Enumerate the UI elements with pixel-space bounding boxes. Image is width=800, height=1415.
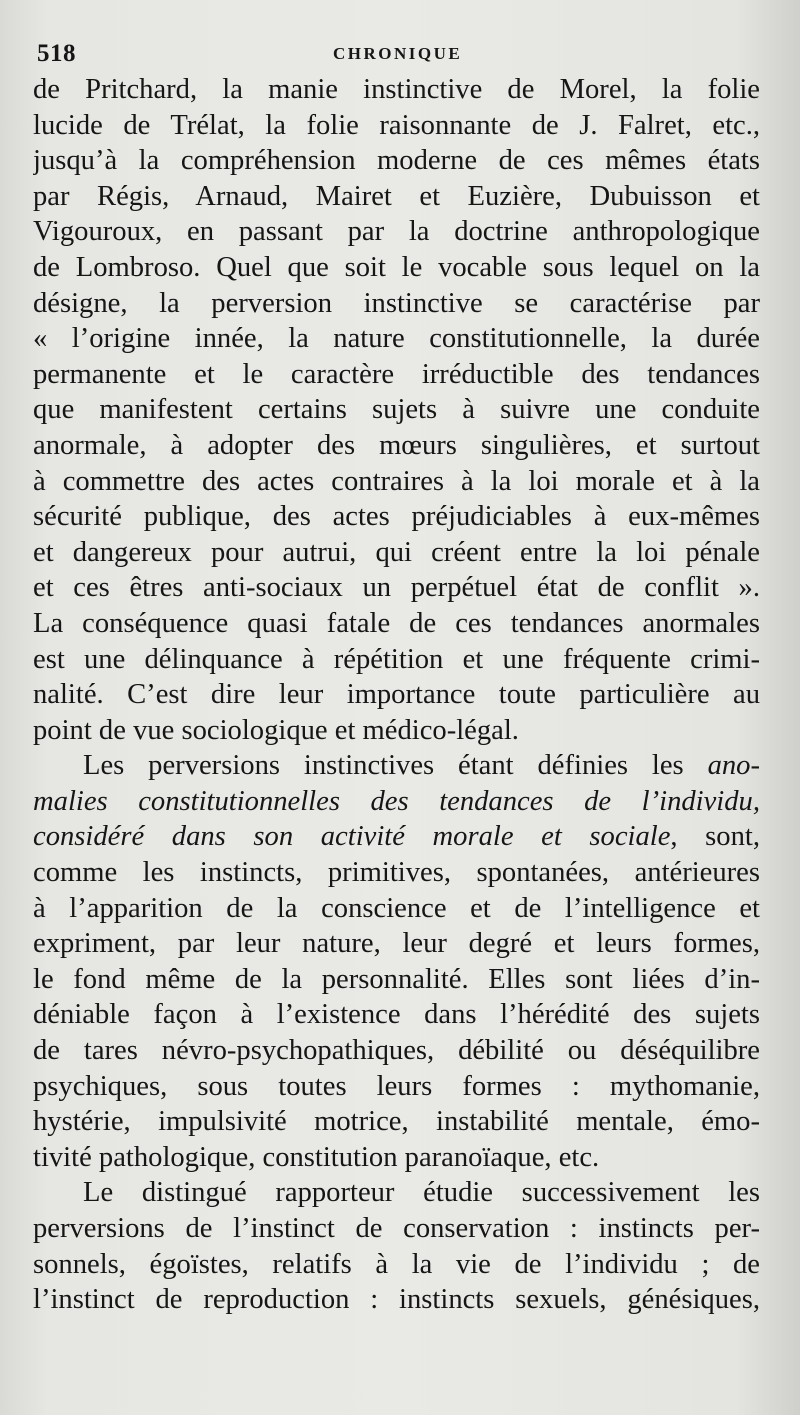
text-line: anormale, à adopter des mœurs singulières, et surtout — [33, 429, 760, 461]
text-line: « l’origine innée, la nature constitutionnelle, la durée — [33, 323, 760, 355]
text-fragment: Les perversions instinctives étant définies les — [83, 750, 708, 782]
text-line: à l’apparition de la conscience et de l’intelligence et — [33, 892, 760, 924]
text-line: et ces êtres anti-sociaux un perpétuel état de conflit ». — [33, 572, 760, 604]
text-line: par Régis, Arnaud, Mairet et Euzière, Dubuisson et — [33, 180, 760, 212]
text-line: le fond même de la personnalité. Elles sont liées d’in- — [33, 963, 760, 995]
paragraph-3 — [33, 1175, 760, 1317]
text-line: comme les instincts, primitives, spontanées, antérieures — [33, 857, 760, 889]
text-line: La conséquence quasi fatale de ces tendances anormales — [33, 607, 760, 639]
text-line — [33, 748, 760, 784]
paragraph-1 — [33, 72, 760, 748]
italic-line: malies constitutionnelles des tendances de l’individu, — [33, 785, 760, 817]
text-line: déniable façon à l’existence dans l’hérédité des sujets — [33, 999, 760, 1031]
text-line: psychiques, sous toutes leurs formes : mythomanie, — [33, 1070, 760, 1102]
text-line: tivité pathologique, constitution paranoïaque, etc. — [33, 1141, 600, 1173]
text-line: nalité. C’est dire leur importance toute particulière au — [33, 679, 760, 711]
text-line: et dangereux pour autrui, qui créent entre la loi pénale — [33, 536, 760, 568]
running-title: CHRONIQUE — [333, 44, 463, 63]
text-line: permanente et le caractère irréductible des tendances — [33, 358, 760, 390]
text-line: de Lombroso. Quel que soit le vocable sous lequel on la — [33, 251, 760, 283]
text-line: sonnels, égoïstes, relatifs à la vie de l’individu ; de — [33, 1248, 760, 1280]
italic-fragment: considéré dans son activité morale et sociale — [33, 821, 671, 853]
paragraph-2 — [33, 748, 760, 1175]
text-line: hystérie, impulsivité motrice, instabilité mentale, émo- — [33, 1106, 760, 1138]
text-line — [33, 819, 760, 855]
text-fragment: , sont, — [670, 821, 760, 853]
text-line: à commettre des actes contraires à la loi morale et à la — [33, 465, 760, 497]
text-line: sécurité publique, des actes préjudiciables à eux-mêmes — [33, 501, 760, 533]
page-number: 518 — [37, 40, 76, 67]
text-line: perversions de l’instinct de conservation : instincts per- — [33, 1213, 760, 1244]
text-line: de tares névro-psychopathiques, débilité ou déséquilibre — [33, 1035, 760, 1067]
text-line: jusqu’à la compréhension moderne de ces mêmes états — [33, 145, 760, 177]
text-line: l’instinct de reproduction : instincts sexuels, génésiques, — [33, 1284, 760, 1316]
text-line: point de vue sociologique et médico-légal. — [33, 714, 519, 746]
text-line: Le distingué rapporteur étudie successivement les — [83, 1177, 760, 1209]
text-line: de Pritchard, la manie instinctive de Morel, la folie — [33, 74, 760, 105]
text-line: lucide de Trélat, la folie raisonnante de J. Falret, etc., — [33, 109, 760, 141]
text-line: expriment, par leur nature, leur degré et leurs formes, — [33, 928, 760, 960]
text-line: que manifestent certains sujets à suivre une conduite — [33, 394, 760, 426]
page-header — [33, 38, 752, 72]
text-line: Vigouroux, en passant par la doctrine anthropologique — [33, 216, 760, 248]
text-line: désigne, la perversion instinctive se caractérise par — [33, 287, 760, 319]
text-line: est une délinquance à répétition et une fréquente crimi- — [33, 643, 760, 675]
italic-fragment: ano- — [707, 750, 760, 782]
body-text — [33, 72, 760, 1318]
